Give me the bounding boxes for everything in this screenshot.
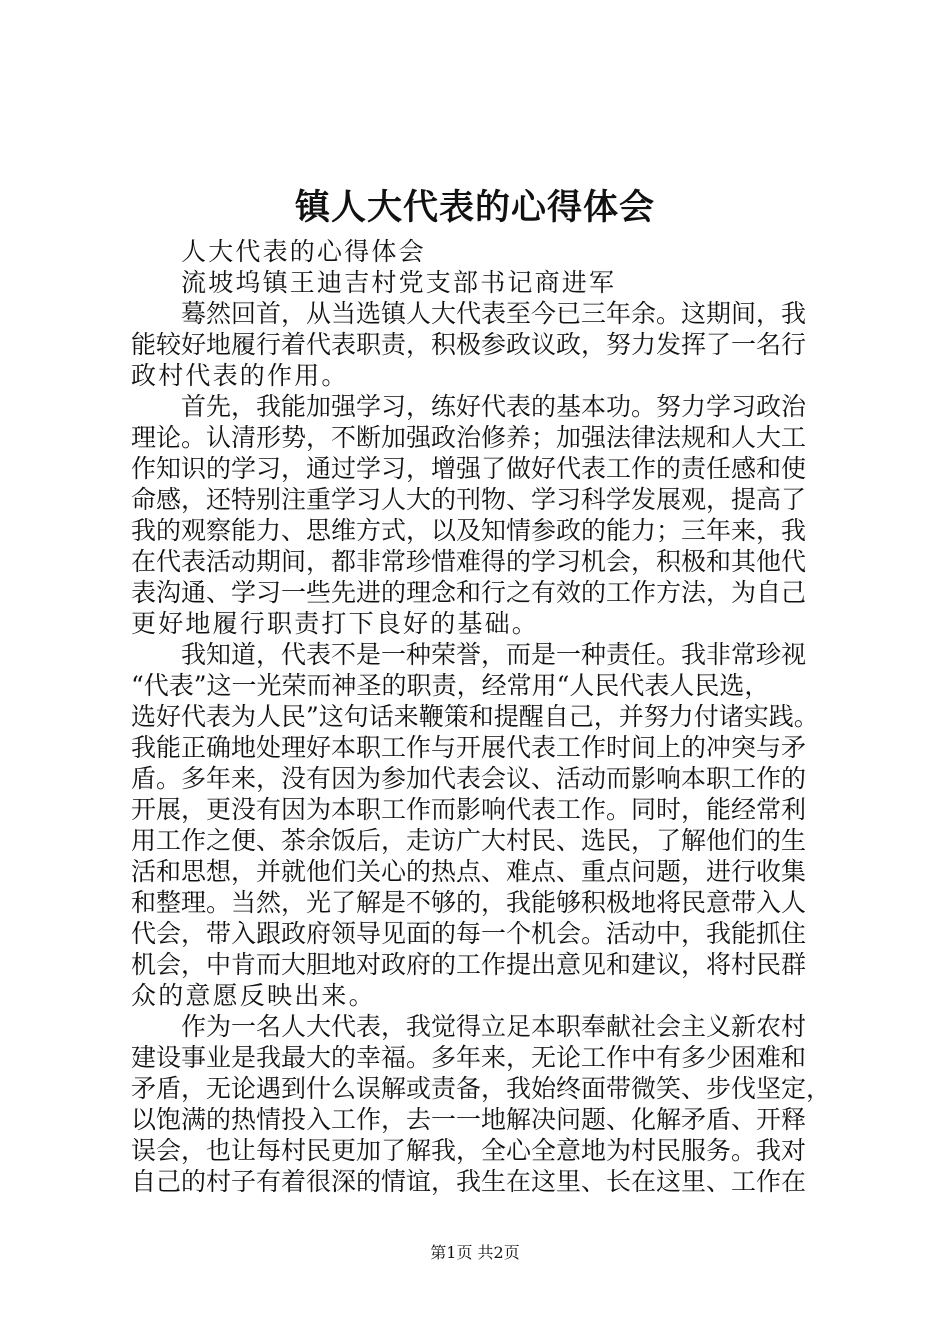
page-footer: 第1页 共2页 — [430, 1243, 520, 1262]
text-line: 代会，带入跟政府领导见面的每一个机会。活动中，我能抓住 — [131, 919, 807, 948]
text-line: 选好代表为人民”这句话来鞭策和提醒自己，并努力付诸实践。 — [131, 702, 819, 731]
text-line: 蓦然回首，从当选镇人大代表至今已三年余。这期间，我 — [181, 299, 807, 328]
document-body — [131, 236, 833, 1197]
text-line: 自己的村子有着很深的情谊，我生在这里、长在这里、工作在 — [131, 1167, 807, 1196]
text-line: 机会，中肯而大胆地对政府的工作提出意见和建议，将村民群 — [131, 950, 807, 979]
text-line: 以饱满的热情投入工作，去一一地解决问题、化解矛盾、开释 — [131, 1105, 807, 1134]
text-line: 政村代表的作用。 — [131, 361, 349, 390]
text-line: 开展，更没有因为本职工作而影响代表工作。同时，能经常利 — [131, 795, 807, 824]
text-line: “代表”这一光荣而神圣的职责，经常用“人民代表人民选， — [131, 671, 770, 700]
text-line: 用工作之便、茶余饭后，走访广大村民、选民，了解他们的生 — [131, 826, 807, 855]
text-line: 更好地履行职责打下良好的基础。 — [131, 609, 540, 638]
text-line: 我的观察能力、思维方式，以及知情参政的能力；三年来，我 — [131, 516, 807, 545]
text-line: 能较好地履行着代表职责，积极参政议政，努力发挥了一名行 — [131, 330, 807, 359]
text-line: 作为一名人大代表，我觉得立足本职奉献社会主义新农村 — [181, 1012, 807, 1041]
text-line: 作知识的学习，通过学习，增强了做好代表工作的责任感和使 — [131, 454, 807, 483]
text-line: 流坡坞镇王迪吉村党支部书记商进军 — [181, 268, 617, 297]
text-line: 人大代表的心得体会 — [181, 237, 426, 266]
text-line: 我能正确地处理好本职工作与开展代表工作时间上的冲突与矛 — [131, 733, 807, 762]
text-line: 命感，还特别注重学习人大的刊物、学习科学发展观，提高了 — [131, 485, 807, 514]
text-line: 活和思想，并就他们关心的热点、难点、重点问题，进行收集 — [131, 857, 807, 886]
document-title: 镇人大代表的心得体会 — [294, 187, 655, 228]
text-line: 盾。多年来，没有因为参加代表会议、活动而影响本职工作的 — [131, 764, 807, 793]
text-line: 矛盾，无论遇到什么误解或责备，我始终面带微笑、步伐坚定， — [131, 1074, 832, 1103]
text-line: 众的意愿反映出来。 — [131, 981, 376, 1010]
text-line: 建设事业是我最大的幸福。多年来，无论工作中有多少困难和 — [131, 1043, 807, 1072]
text-line: 理论。认清形势，不断加强政治修养；加强法律法规和人大工 — [131, 423, 807, 452]
text-line: 首先，我能加强学习，练好代表的基本功。努力学习政治 — [181, 392, 807, 421]
text-line: 和整理。当然，光了解是不够的，我能够积极地将民意带入人 — [131, 888, 807, 917]
text-line: 在代表活动期间，都非常珍惜难得的学习机会，积极和其他代 — [131, 547, 807, 576]
text-line: 我知道，代表不是一种荣誉，而是一种责任。我非常珍视 — [181, 640, 807, 669]
text-line: 误会，也让每村民更加了解我，全心全意地为村民服务。我对 — [131, 1136, 807, 1165]
text-line: 表沟通、学习一些先进的理念和行之有效的工作方法，为自己 — [131, 578, 807, 607]
